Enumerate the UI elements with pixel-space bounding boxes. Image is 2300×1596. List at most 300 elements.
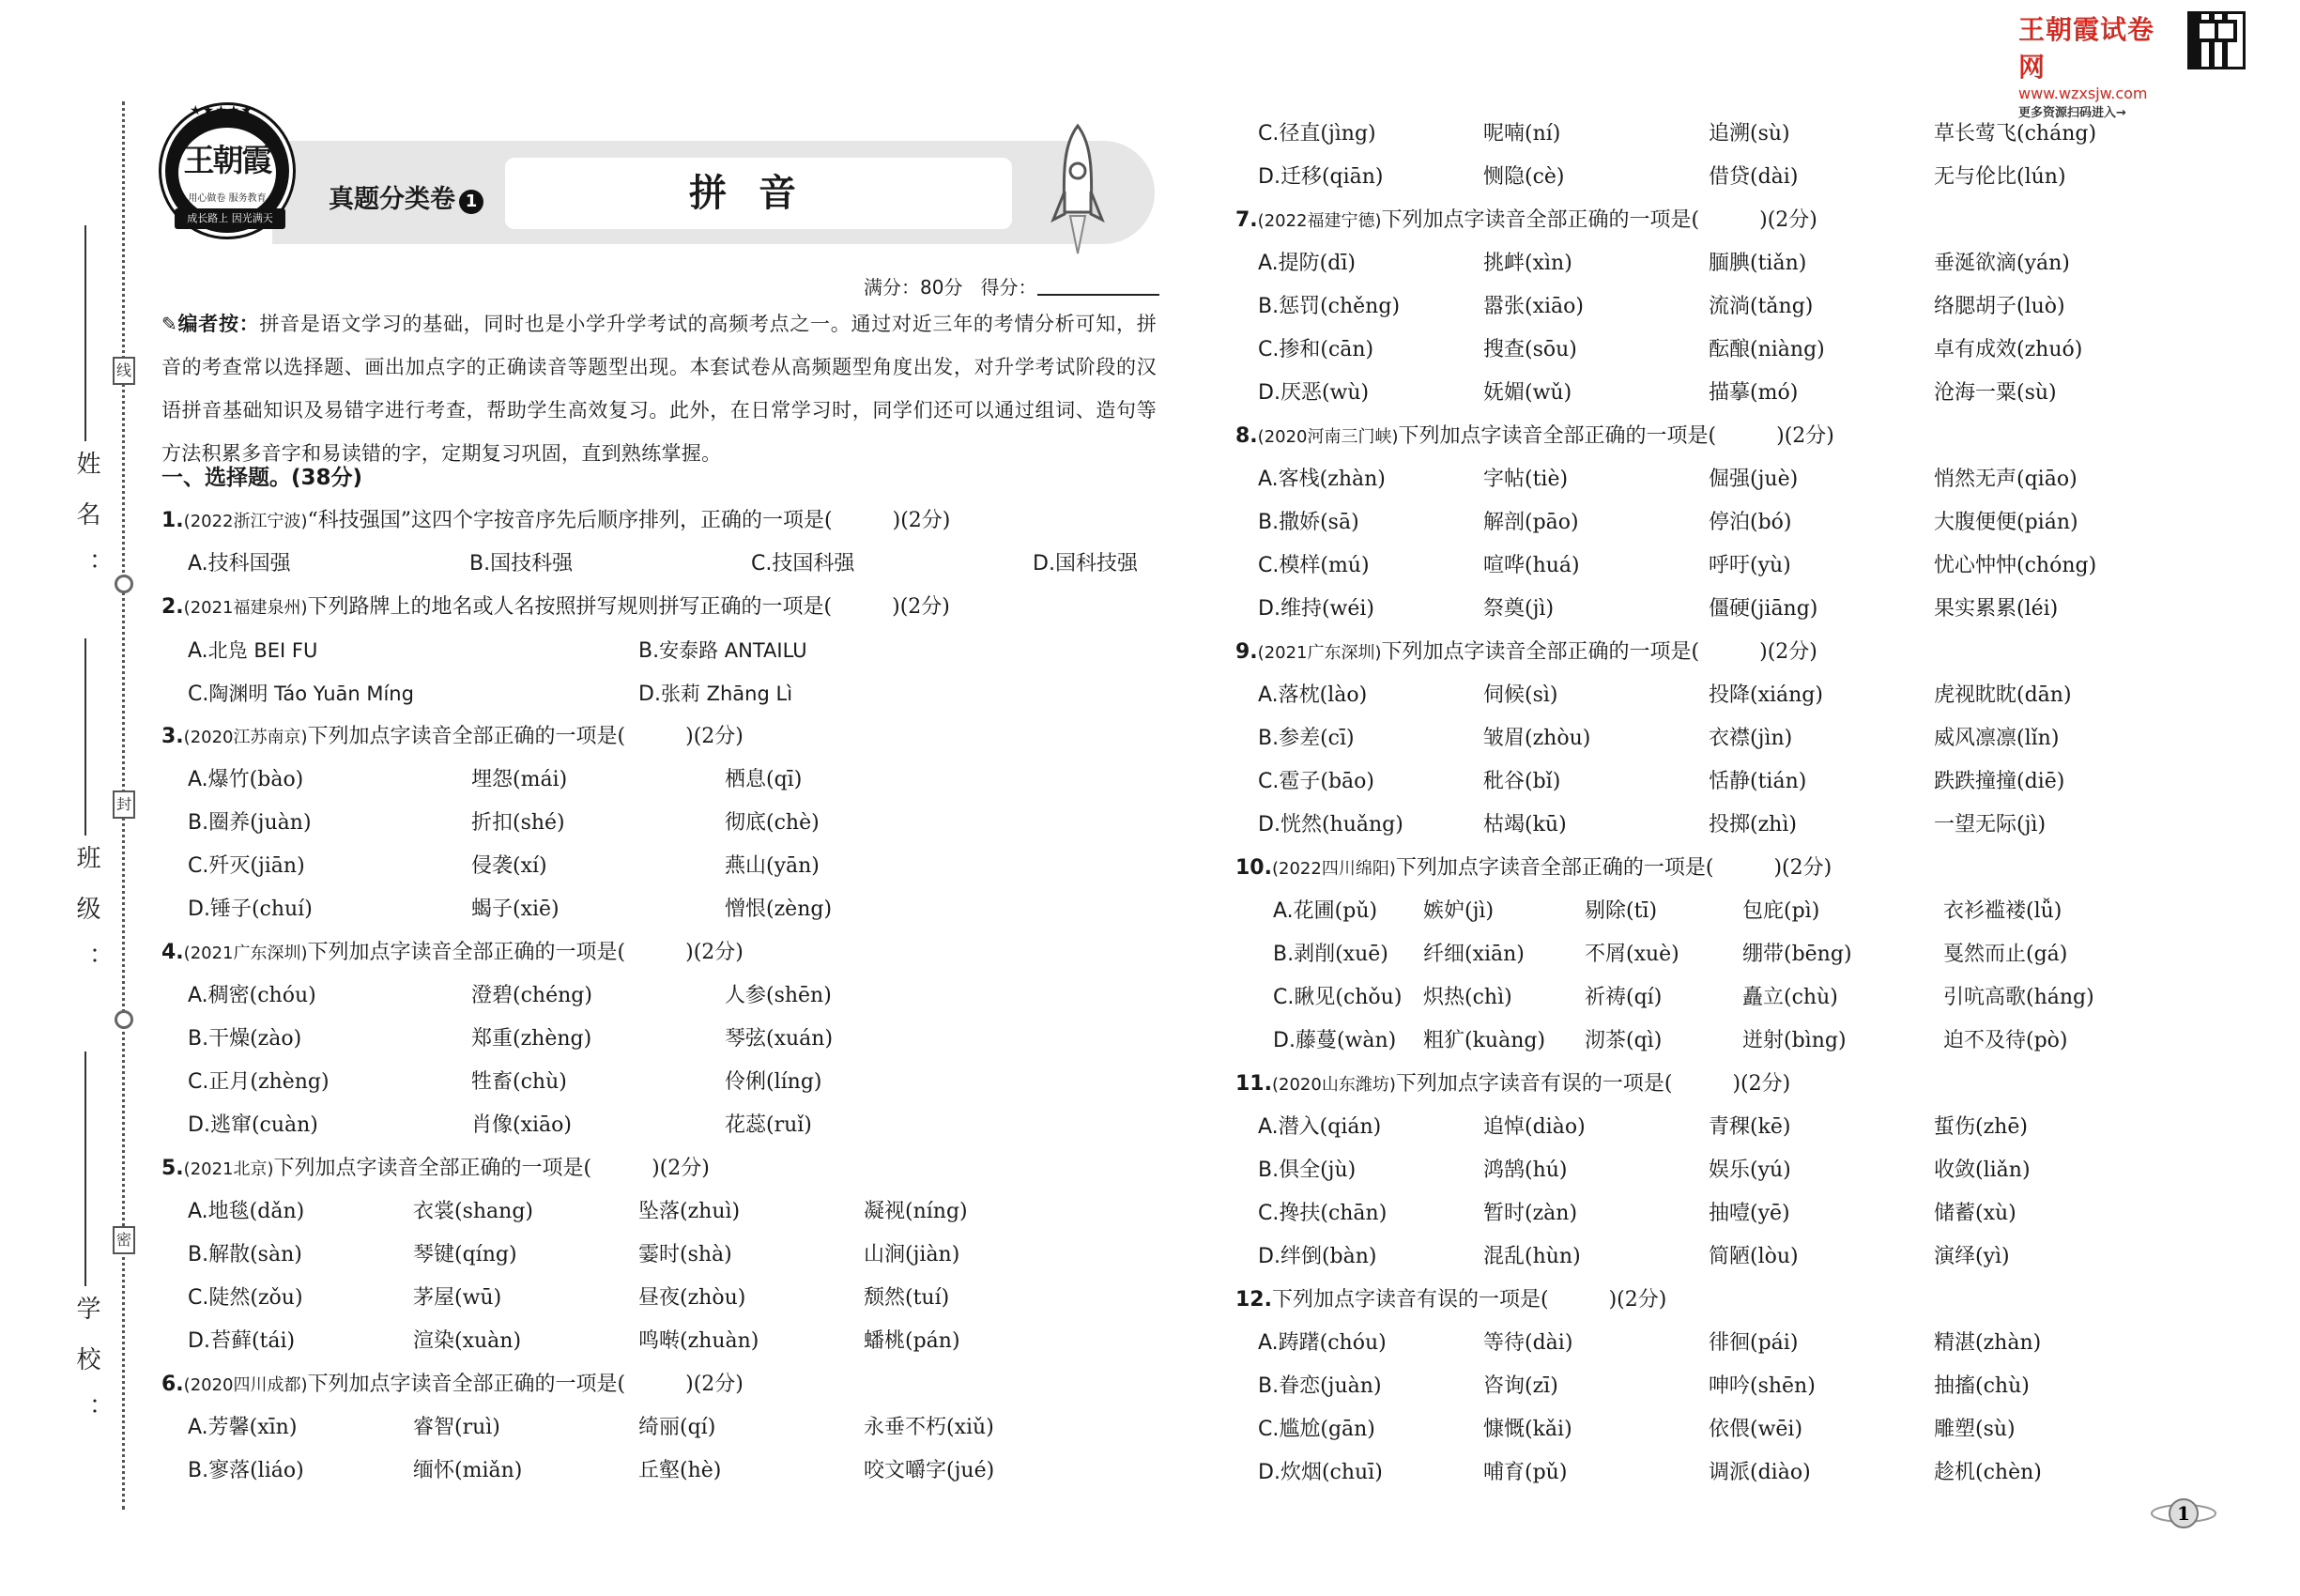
option-word xyxy=(413,1190,533,1234)
question-stem: 下列路牌上的地名或人名按照拼写规则拼写正确的一项是( xyxy=(307,595,833,619)
question-score: )(2分) xyxy=(685,725,744,748)
option-word xyxy=(1709,717,1792,760)
option-a[interactable] xyxy=(1258,458,1386,501)
option-text: 慷慨(kǎi) xyxy=(1483,1418,1572,1441)
option-text: 稠密(chóu) xyxy=(207,984,316,1007)
option-row xyxy=(161,1450,1166,1493)
option-text: 嚣张(xiāo) xyxy=(1483,295,1584,318)
option-letter: D. xyxy=(1033,552,1055,575)
option-word xyxy=(1934,458,2078,501)
option-letter: B. xyxy=(1258,1374,1280,1398)
option-a[interactable] xyxy=(1258,242,1356,285)
option-text: 琴键(qíng) xyxy=(413,1243,517,1266)
option-c[interactable] xyxy=(1258,1408,1375,1451)
option-text: 秕谷(bǐ) xyxy=(1483,770,1561,793)
option-word xyxy=(1742,976,1838,1020)
option-row xyxy=(1235,545,2193,588)
option-row xyxy=(1235,501,2193,545)
option-text: 草长莺飞(cháng) xyxy=(1934,122,2097,146)
option-word xyxy=(1423,976,1512,1020)
option-row xyxy=(1235,1020,2193,1063)
option-c[interactable] xyxy=(188,845,305,888)
option-text: 花圃(pǔ) xyxy=(1293,899,1378,923)
option-letter: A. xyxy=(1258,683,1279,707)
logo-ribbon: 成长路上 因光满天 xyxy=(175,208,285,229)
logo-name: 王朝霞 xyxy=(183,142,271,178)
option-text: 咬文嚼字(jué) xyxy=(864,1459,995,1482)
option-word xyxy=(1483,760,1560,804)
score-label: 得分： xyxy=(980,276,1037,299)
option-b[interactable] xyxy=(188,802,312,845)
option-text: 俱全(jù) xyxy=(1279,1159,1357,1182)
option-word xyxy=(1423,933,1525,976)
option-text: 干燥(zào) xyxy=(208,1027,302,1051)
option-row xyxy=(1235,1365,2193,1408)
option-letter: B. xyxy=(188,811,209,835)
question-10 xyxy=(1235,847,2193,890)
question-source: (2022四川绵阳) xyxy=(1271,859,1396,879)
brand-url[interactable]: www.wzxsjw.com xyxy=(2018,84,2148,102)
option-row xyxy=(161,1234,1166,1277)
option-word xyxy=(1585,933,1679,976)
option-row xyxy=(161,1104,1166,1147)
question-score: )(2分) xyxy=(685,1373,744,1396)
option-text: 跌跌撞撞(diē) xyxy=(1934,770,2065,793)
option-text: 张莉 Zhāng Lì xyxy=(660,683,793,705)
option-text: 潜入(qián) xyxy=(1278,1115,1382,1139)
question-stem: 下列加点字读音全部正确的一项是( xyxy=(307,941,626,964)
option-row xyxy=(161,759,1166,802)
option-a[interactable] xyxy=(1258,1322,1387,1365)
option-d[interactable] xyxy=(1258,1451,1383,1495)
option-row xyxy=(1235,804,2193,847)
option-d[interactable] xyxy=(188,1104,318,1147)
question-stem: 下列加点字读音有误的一项是( xyxy=(1395,1072,1673,1096)
option-letter: D. xyxy=(1258,1245,1280,1268)
option-text: 花蕊(ruǐ) xyxy=(725,1113,812,1137)
option-text: 呢喃(ní) xyxy=(1483,122,1561,146)
option-word xyxy=(1934,1149,2031,1192)
option-d[interactable] xyxy=(188,1320,295,1363)
option-word xyxy=(1483,285,1584,329)
option-word xyxy=(1709,285,1813,329)
question-stem: “科技强国”这四个字按音序先后顺序排列，正确的一项是( xyxy=(307,509,833,532)
option-word xyxy=(725,802,820,845)
option-row xyxy=(1235,1149,2193,1192)
option-b[interactable] xyxy=(638,629,807,673)
option-word xyxy=(1934,1235,2010,1279)
option-c[interactable] xyxy=(1258,545,1370,588)
option-a[interactable] xyxy=(188,629,317,673)
option-word xyxy=(1934,588,2058,631)
option-d[interactable] xyxy=(1273,1020,1396,1063)
option-text: 伶俐(líng) xyxy=(725,1070,822,1094)
option-text: 茅屋(wū) xyxy=(413,1286,502,1310)
option-a[interactable] xyxy=(188,759,303,802)
option-word xyxy=(638,1406,715,1450)
option-c[interactable] xyxy=(1258,760,1374,804)
option-word xyxy=(1934,1408,2016,1451)
question-stem: 下列加点字读音全部正确的一项是( xyxy=(307,725,626,748)
qr-code-icon[interactable] xyxy=(2187,11,2246,69)
option-d[interactable] xyxy=(1258,1235,1376,1279)
option-text: 鸿鹄(hú) xyxy=(1483,1159,1568,1182)
option-b[interactable] xyxy=(1258,501,1359,545)
option-text: 矗立(chù) xyxy=(1742,986,1838,1009)
name-field[interactable] xyxy=(84,225,86,441)
option-word xyxy=(1483,242,1572,285)
option-word xyxy=(471,888,560,931)
option-text: 雕塑(sù) xyxy=(1934,1418,2016,1441)
option-row xyxy=(1235,933,2193,976)
question-number: 4. xyxy=(161,941,184,964)
option-word xyxy=(1483,588,1554,631)
page-title: 拼音 xyxy=(505,158,1012,229)
option-word xyxy=(471,1104,572,1147)
option-text: 琴弦(xuán) xyxy=(725,1027,834,1051)
option-word xyxy=(1483,1149,1568,1192)
option-text: 睿智(ruì) xyxy=(413,1416,500,1439)
editor-note-text: 拼音是语文学习的基础，同时也是小学升学考试的高频考点之一。通过对近三年的考情分析可知，拼音的考查常以选择题、画出加点字的正确读音等题型出现。本套试卷从高频题型角度出发，对升学考试阶段的汉语拼音基础知识及易错字进行考查，帮助学生高效复习。此外，在日常学习时，同学们还可以通过组词、造句等方法积累多音字和易读错的字，定期复习巩固，直到熟练掌握。 xyxy=(161,313,1157,465)
option-text: 歼灭(jiān) xyxy=(208,854,305,878)
question-score: )(2分) xyxy=(652,1157,710,1180)
option-text: 酝酿(niàng) xyxy=(1709,338,1825,361)
option-text: 搀扶(chān) xyxy=(1279,1202,1388,1225)
option-text: 侵袭(xí) xyxy=(471,854,547,878)
option-letter: B. xyxy=(188,1459,209,1482)
option-text: 皱眉(zhòu) xyxy=(1483,727,1591,750)
option-d[interactable] xyxy=(638,672,792,716)
option-text: 沏茶(qì) xyxy=(1585,1029,1663,1052)
option-letter: A. xyxy=(1273,899,1294,923)
option-text: 沧海一粟(sù) xyxy=(1934,381,2057,405)
option-text: 国技科强 xyxy=(490,552,574,575)
option-row xyxy=(1235,1192,2193,1235)
option-text: 径直(jìng) xyxy=(1279,122,1376,146)
option-letter: D. xyxy=(1258,813,1280,836)
option-text: 徘徊(pái) xyxy=(1709,1331,1799,1355)
option-b[interactable] xyxy=(1258,717,1355,760)
question-source: (2020山东潍坊) xyxy=(1271,1075,1396,1095)
option-text: 技科国强 xyxy=(207,552,291,575)
option-text: 牲畜(chù) xyxy=(471,1070,567,1094)
option-row xyxy=(1235,113,2193,156)
option-text: 流淌(tǎng) xyxy=(1709,295,1814,318)
option-text: 伺候(sì) xyxy=(1483,683,1558,707)
option-word xyxy=(1934,372,2057,415)
school-field[interactable] xyxy=(84,1051,86,1286)
option-text: 地毯(dǎn) xyxy=(207,1200,305,1223)
option-word xyxy=(1934,329,2082,372)
option-text: 呻吟(shēn) xyxy=(1709,1374,1816,1398)
option-text: 爆竹(bào) xyxy=(207,768,304,791)
option-text: 大腹便便(pián) xyxy=(1934,511,2078,534)
option-letter: C. xyxy=(751,552,773,575)
option-word xyxy=(413,1234,517,1277)
cut-mark-line: 线 xyxy=(113,357,135,385)
option-word xyxy=(864,1450,994,1493)
option-text: 暂时(zàn) xyxy=(1483,1202,1578,1225)
option-word xyxy=(1709,113,1790,156)
option-b[interactable] xyxy=(1273,933,1388,976)
option-text: 抽搐(chù) xyxy=(1934,1374,2030,1398)
option-letter: B. xyxy=(469,552,491,575)
option-letter: C. xyxy=(1258,554,1280,577)
option-word xyxy=(1742,890,1819,933)
option-text: 垂涎欲滴(yán) xyxy=(1934,252,2070,275)
editor-note xyxy=(161,302,1157,475)
option-c[interactable] xyxy=(188,1277,303,1320)
editor-note-lead: 编者按： xyxy=(177,313,260,335)
option-text: 瞅见(chǒu) xyxy=(1294,986,1403,1009)
option-word xyxy=(864,1406,994,1450)
full-score: 满分：80分 xyxy=(864,276,963,299)
option-text: 投降(xiáng) xyxy=(1709,683,1823,707)
header-bar xyxy=(272,141,1155,244)
option-word xyxy=(1709,372,1798,415)
binding-margin xyxy=(0,0,141,1596)
option-word xyxy=(1483,804,1567,847)
option-text: 倔强(juè) xyxy=(1709,468,1799,491)
option-d[interactable] xyxy=(188,888,313,931)
option-c[interactable] xyxy=(1258,1192,1387,1235)
option-row xyxy=(1235,1322,2193,1365)
option-text: 混乱(hùn) xyxy=(1483,1245,1581,1268)
option-word xyxy=(1934,717,2059,760)
option-text: 衣襟(jìn) xyxy=(1709,727,1793,750)
option-text: 精湛(zhàn) xyxy=(1934,1331,2042,1355)
option-word xyxy=(1483,329,1577,372)
option-text: 不屑(xuè) xyxy=(1585,943,1679,966)
option-text: 包庇(pì) xyxy=(1742,899,1820,923)
option-text: 安泰路 ANTAILU xyxy=(659,639,807,662)
option-word xyxy=(864,1320,960,1363)
question-number: 5. xyxy=(161,1157,184,1180)
option-a[interactable] xyxy=(188,974,316,1018)
option-word xyxy=(1742,1020,1847,1063)
question-source: (2020四川成都) xyxy=(183,1375,308,1395)
option-b[interactable] xyxy=(1258,285,1400,329)
brand-slogan: 更多资源扫码进入→ xyxy=(2018,106,2126,120)
option-b[interactable] xyxy=(469,543,573,586)
option-word xyxy=(1709,674,1823,717)
option-d[interactable] xyxy=(1258,588,1374,631)
option-text: 青稞(kē) xyxy=(1709,1115,1791,1139)
option-text: 迁移(qiān) xyxy=(1280,165,1384,189)
question-stem: 下列加点字读音全部正确的一项是( xyxy=(1381,640,1700,664)
brand-name: 王朝霞试卷网 xyxy=(2018,14,2155,83)
question-number: 10. xyxy=(1235,856,1272,880)
option-row xyxy=(1235,372,2193,415)
question-3 xyxy=(161,715,1166,759)
class-field[interactable] xyxy=(84,638,86,836)
option-letter: B. xyxy=(188,1243,209,1266)
option-text: 国科技强 xyxy=(1054,552,1138,575)
option-word xyxy=(1423,890,1494,933)
option-text: 挑衅(xìn) xyxy=(1483,252,1572,275)
question-number: 11. xyxy=(1235,1072,1272,1096)
option-letter: D. xyxy=(188,898,210,921)
option-text: 迫不及待(pò) xyxy=(1943,1029,2068,1052)
option-a[interactable] xyxy=(1258,674,1367,717)
option-text: 络腮胡子(luò) xyxy=(1934,295,2065,318)
option-c[interactable] xyxy=(188,1061,330,1104)
option-text: 果实累累(léi) xyxy=(1934,597,2059,621)
question-11 xyxy=(1235,1063,2193,1106)
option-text: 坠落(zhuì) xyxy=(638,1200,741,1223)
option-b[interactable] xyxy=(188,1018,301,1061)
option-text: 喧哗(huá) xyxy=(1483,554,1580,577)
option-text: 澄碧(chéng) xyxy=(471,984,592,1007)
question-score: )(2分) xyxy=(1608,1288,1667,1312)
option-b[interactable] xyxy=(1258,1149,1356,1192)
option-text: 憎恨(zèng) xyxy=(725,898,833,921)
option-text: 参差(cī) xyxy=(1279,727,1355,750)
option-a[interactable] xyxy=(188,1406,297,1450)
option-letter: D. xyxy=(188,1113,210,1137)
option-d[interactable] xyxy=(1258,156,1384,199)
option-letter: D. xyxy=(1273,1029,1296,1052)
option-text: 郑重(zhèng) xyxy=(471,1027,592,1051)
option-letter: C. xyxy=(1258,338,1280,361)
option-text: 威风凛凛(lǐn) xyxy=(1934,727,2060,750)
option-text: 抽噎(yē) xyxy=(1709,1202,1790,1225)
question-8 xyxy=(1235,415,2193,458)
option-word xyxy=(1934,285,2065,329)
option-text: 陶渊明 Táo Yuān Míng xyxy=(208,683,414,705)
option-text: 惩罚(chěng) xyxy=(1279,295,1401,318)
option-row xyxy=(1235,1408,2193,1451)
option-text: 借贷(dài) xyxy=(1709,165,1799,189)
paper-number-badge: 1 xyxy=(459,190,483,214)
option-word xyxy=(1483,674,1558,717)
option-b[interactable] xyxy=(188,1234,302,1277)
option-c[interactable] xyxy=(1273,976,1402,1020)
cut-mark-secret: 密 xyxy=(113,1226,135,1254)
option-b[interactable] xyxy=(1258,1365,1382,1408)
option-word xyxy=(1934,501,2078,545)
option-row xyxy=(161,672,1166,715)
option-word xyxy=(1934,545,2096,588)
option-word xyxy=(1709,329,1825,372)
option-word xyxy=(1709,156,1798,199)
option-row xyxy=(161,543,1166,586)
option-letter: D. xyxy=(1258,1461,1280,1484)
option-a[interactable] xyxy=(188,1190,304,1234)
option-letter: A. xyxy=(1258,252,1279,275)
option-row xyxy=(161,1406,1166,1450)
option-c[interactable] xyxy=(188,672,414,716)
option-word xyxy=(471,1018,591,1061)
option-text: 调派(diào) xyxy=(1709,1461,1811,1484)
option-a[interactable] xyxy=(1258,1106,1381,1149)
option-word xyxy=(413,1320,521,1363)
score-field[interactable] xyxy=(1037,277,1159,296)
option-text: 折扣(shé) xyxy=(471,811,565,835)
option-word xyxy=(1934,1322,2041,1365)
option-word xyxy=(725,888,832,931)
logo xyxy=(161,105,293,237)
option-text: 描摹(mó) xyxy=(1709,381,1799,405)
option-text: 提防(dī) xyxy=(1278,252,1356,275)
option-text: 嫉妒(jì) xyxy=(1423,899,1495,923)
option-word xyxy=(1709,1192,1790,1235)
option-letter: C. xyxy=(188,1070,209,1094)
option-text: 简陋(lòu) xyxy=(1709,1245,1799,1268)
option-text: 字帖(tiè) xyxy=(1483,468,1569,491)
option-text: 炽热(chì) xyxy=(1423,986,1512,1009)
option-word xyxy=(1709,242,1806,285)
option-word xyxy=(471,974,592,1018)
option-word xyxy=(1709,1408,1802,1451)
option-text: 忧心忡忡(chóng) xyxy=(1934,554,2097,577)
option-text: 剔除(tī) xyxy=(1585,899,1658,923)
option-row xyxy=(1235,1235,2193,1279)
option-word xyxy=(1585,1020,1662,1063)
option-letter: C. xyxy=(188,854,209,878)
option-word xyxy=(413,1450,522,1493)
option-b[interactable] xyxy=(188,1450,304,1493)
logo-motto: 用心做卷 服务教育 xyxy=(188,193,267,204)
option-text: 渲染(xuàn) xyxy=(413,1329,522,1353)
option-word xyxy=(1483,458,1568,501)
option-letter: A. xyxy=(1258,468,1279,491)
option-word xyxy=(1585,890,1657,933)
option-a[interactable] xyxy=(188,543,291,586)
option-c[interactable] xyxy=(1258,113,1376,156)
option-c[interactable] xyxy=(1258,329,1373,372)
option-text: 纤细(xiān) xyxy=(1423,943,1525,966)
option-text: 演绎(yì) xyxy=(1934,1245,2010,1268)
option-word xyxy=(1483,717,1590,760)
option-text: 尴尬(gān) xyxy=(1279,1418,1375,1441)
option-row xyxy=(1235,285,2193,329)
option-word xyxy=(1709,501,1792,545)
question-7 xyxy=(1235,199,2193,242)
option-word xyxy=(638,1190,740,1234)
cut-mark-seal: 封 xyxy=(113,790,135,819)
option-text: 栖息(qī) xyxy=(725,768,803,791)
question-score: )(2分) xyxy=(685,941,744,964)
option-text: 维持(wéi) xyxy=(1280,597,1374,621)
option-word xyxy=(725,845,820,888)
option-text: 僵硬(jiāng) xyxy=(1709,597,1818,621)
option-text: 昼夜(zhòu) xyxy=(638,1286,746,1310)
option-d[interactable] xyxy=(1258,372,1369,415)
option-word xyxy=(1709,1235,1799,1279)
option-d[interactable] xyxy=(1033,543,1138,586)
option-text: 妩媚(wǔ) xyxy=(1483,381,1572,405)
option-letter: A. xyxy=(1258,1331,1279,1355)
option-d[interactable] xyxy=(1258,804,1403,847)
option-text: 技国科强 xyxy=(772,552,855,575)
option-word xyxy=(1709,545,1791,588)
option-text: 搜查(sōu) xyxy=(1483,338,1577,361)
question-stem: 下列加点字读音全部正确的一项是( xyxy=(273,1157,592,1180)
option-a[interactable] xyxy=(1273,890,1377,933)
paper-subtitle: 真题分类卷 1 xyxy=(329,178,483,215)
option-letter: A. xyxy=(188,1200,208,1223)
option-c[interactable] xyxy=(751,543,854,586)
brand-block[interactable] xyxy=(2018,9,2178,120)
option-text: 趁机(chèn) xyxy=(1934,1461,2042,1484)
option-letter: D. xyxy=(638,683,661,706)
option-word xyxy=(1709,1149,1791,1192)
option-row xyxy=(1235,1106,2193,1149)
name-label: 姓名： xyxy=(72,451,100,603)
section-heading: 一、选择题。(38分) xyxy=(161,466,363,490)
option-word xyxy=(1709,804,1797,847)
